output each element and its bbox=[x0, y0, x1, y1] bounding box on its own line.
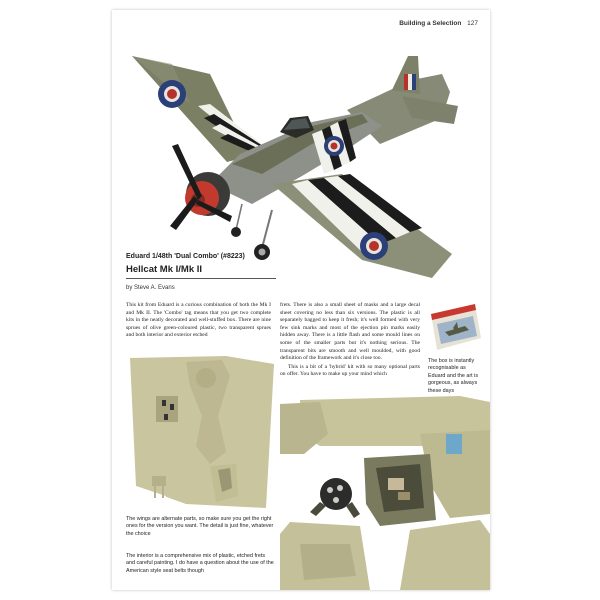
title-divider bbox=[126, 278, 276, 279]
wings-caption: The wings are alternate parts, so make sure you get the right ones for the version you want. The detail is just fine, whatever the choice bbox=[126, 516, 274, 537]
article-kicker: Eduard 1/48th 'Dual Combo' (#8223) bbox=[126, 253, 245, 260]
running-head bbox=[399, 20, 478, 27]
body-paragraph: frets. There is also a small sheet of masks and a large decal sheet covering no less than six versions. The plastic is all separately bagged to keep it fresh; it's well formed with very few sink marks and most of the ejection pin marks easily hidden away. There is a little flash and some mould lines on some of the smaller parts but it's nothing serious. The transparent bits are smooth and well moulded, with good definition of the framework and it's close too. bbox=[280, 302, 420, 362]
byline: by Steve A. Evans bbox=[126, 285, 175, 291]
interior-caption: The interior is a comprehensive mix of plastic, etched frets and careful painting. I do have a question about the use of the American style seat belts though bbox=[126, 553, 274, 574]
book-page bbox=[112, 10, 490, 590]
body-column-2 bbox=[280, 302, 420, 380]
body-paragraph: This is a bit of a 'hybrid' kit with so many optional parts on offer. You have to make up your mind which bbox=[280, 363, 420, 378]
box-caption: The box is instantly recognisable as Eduard and the art is gorgeous, as always these days bbox=[428, 358, 479, 394]
cockpit-interior-photo bbox=[280, 394, 490, 590]
page-number: 127 bbox=[467, 20, 478, 27]
article-title: Hellcat Mk I/Mk II bbox=[126, 264, 203, 275]
hellcat-model-photo bbox=[112, 34, 490, 284]
kit-box-photo bbox=[429, 302, 483, 352]
wing-parts-photo bbox=[126, 356, 274, 508]
section-title: Building a Selection bbox=[399, 20, 462, 27]
body-column-1: This kit from Eduard is a curious combination of both the Mk I and Mk II. The 'Combo' tag means that you get two complete kits in the neatly decorated and well-stuffed box. There are nine sprues of olive green-coloured plastic, two transparent sprues and both interior and exterior etched bbox=[126, 302, 271, 339]
